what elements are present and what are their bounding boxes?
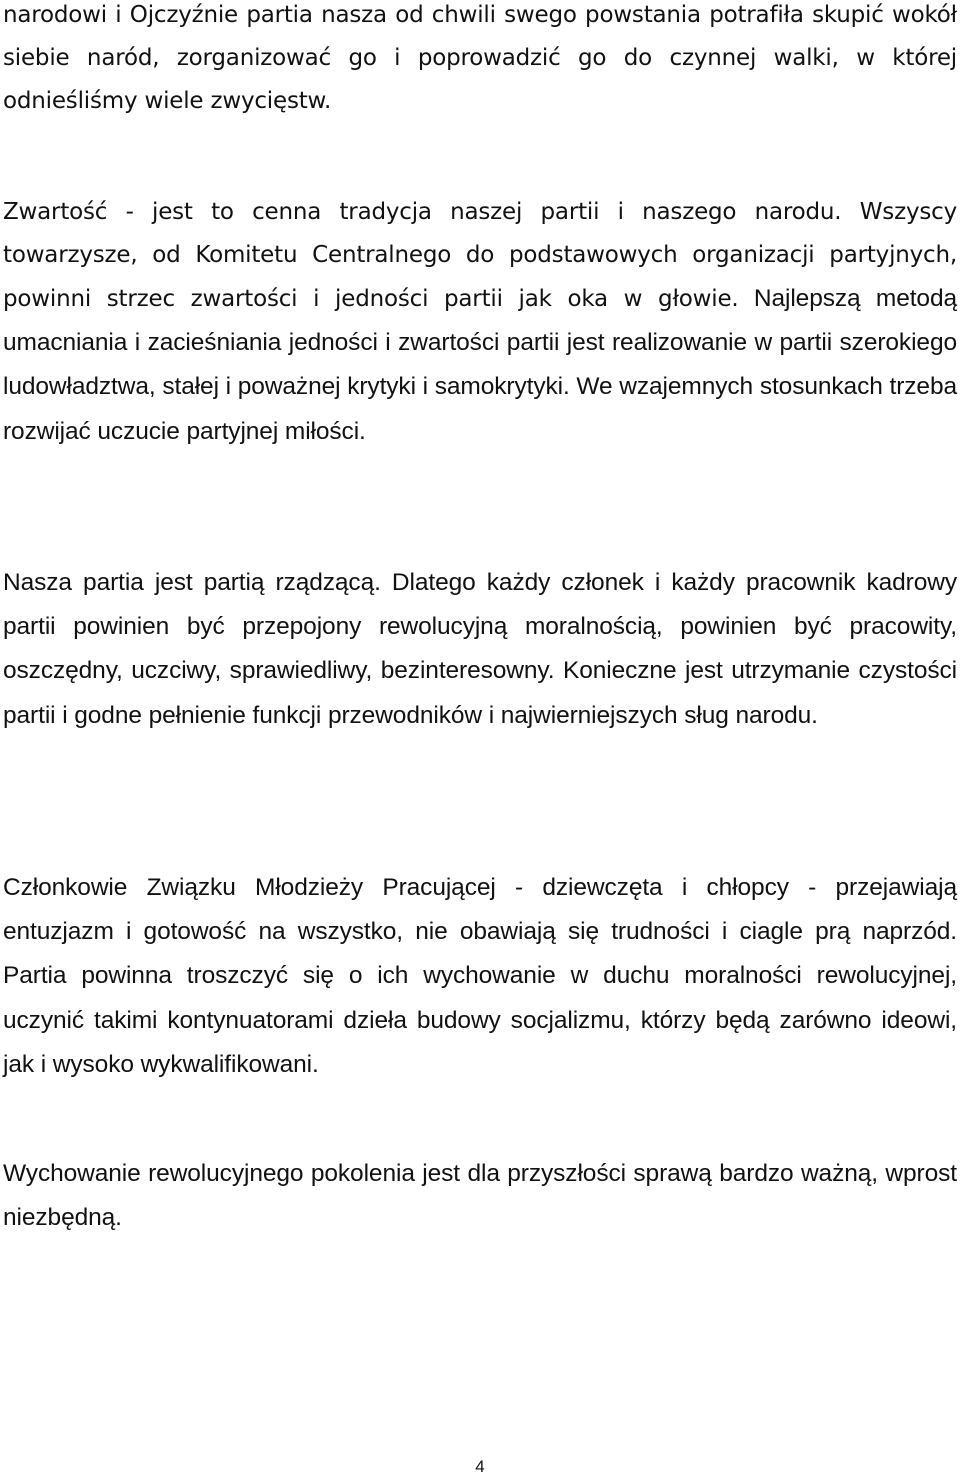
paragraph-2-text-b: Najlepszą metodą umacniania i zacieśniania jedności i zwartości partii jest realizowanie w partii szerokiego ludowładztwa, stałej i poważnej krytyki i samokrytyki. We wzajemnych stosunkach trzeba rozwijać uczucie partyjnej miłości. — [3, 285, 958, 445]
paragraph-5 — [3, 1152, 957, 1240]
paragraph-4 — [3, 866, 957, 1087]
paragraph-2 — [3, 191, 957, 454]
paragraph-1-text: narodowi i Ojczyźnie partia nasza od chwili swego powstania potrafiła skupić wokół siebie naród, zorganizować go i poprowadzić go do czynnej walki, w której odnieśliśmy wiele zwycięstw. — [3, 2, 957, 114]
paragraph-4-text-a: Członkowie Związku Młodzieży Pracującej - dziewczęta i chłopcy - przejawiają entuzjazm i gotowość na wszystko, nie obawiają się trudności i ciagle prą naprzód. — [3, 874, 957, 946]
paragraph-1 — [3, 0, 957, 123]
paragraph-3-text: Nasza partia jest partią rządzącą. Dlatego każdy członek i każdy pracownik kadrowy partii powinien być przepojony rewolucyjną moralnością, powinien być pracowity, oszczędny, uczciwy, sprawiedliwy, bezinteresowny. Konieczne jest utrzymanie czystości partii i godne pełnienie funkcji przewodników i najwierniejszych sług narodu. — [3, 569, 957, 729]
paragraph-2-text-a: Zwartość - jest to cenna tradycja naszej partii i naszego narodu. Wszyscy towarzysze, od Komitetu Centralnego do podstawowych organizacji partyjnych, powinni strzec zwartości i jedności partii jak oka w głowie. — [3, 199, 957, 312]
paragraph-3 — [3, 561, 957, 738]
page-number: 4 — [475, 1457, 485, 1476]
document-page — [3, 0, 957, 1478]
paragraph-5-text: Wychowanie rewolucyjnego pokolenia jest dla przyszłości sprawą bardzo ważną, wprost niezbędną. — [3, 1160, 957, 1232]
paragraph-4-text-b: Partia powinna troszczyć się o ich wychowanie w duchu moralności rewolucyjnej, uczynić takimi kontynuatorami dzieła budowy socjalizmu, którzy będą zarówno ideowi, jak i wysoko wykwalifikowani. — [3, 962, 957, 1078]
